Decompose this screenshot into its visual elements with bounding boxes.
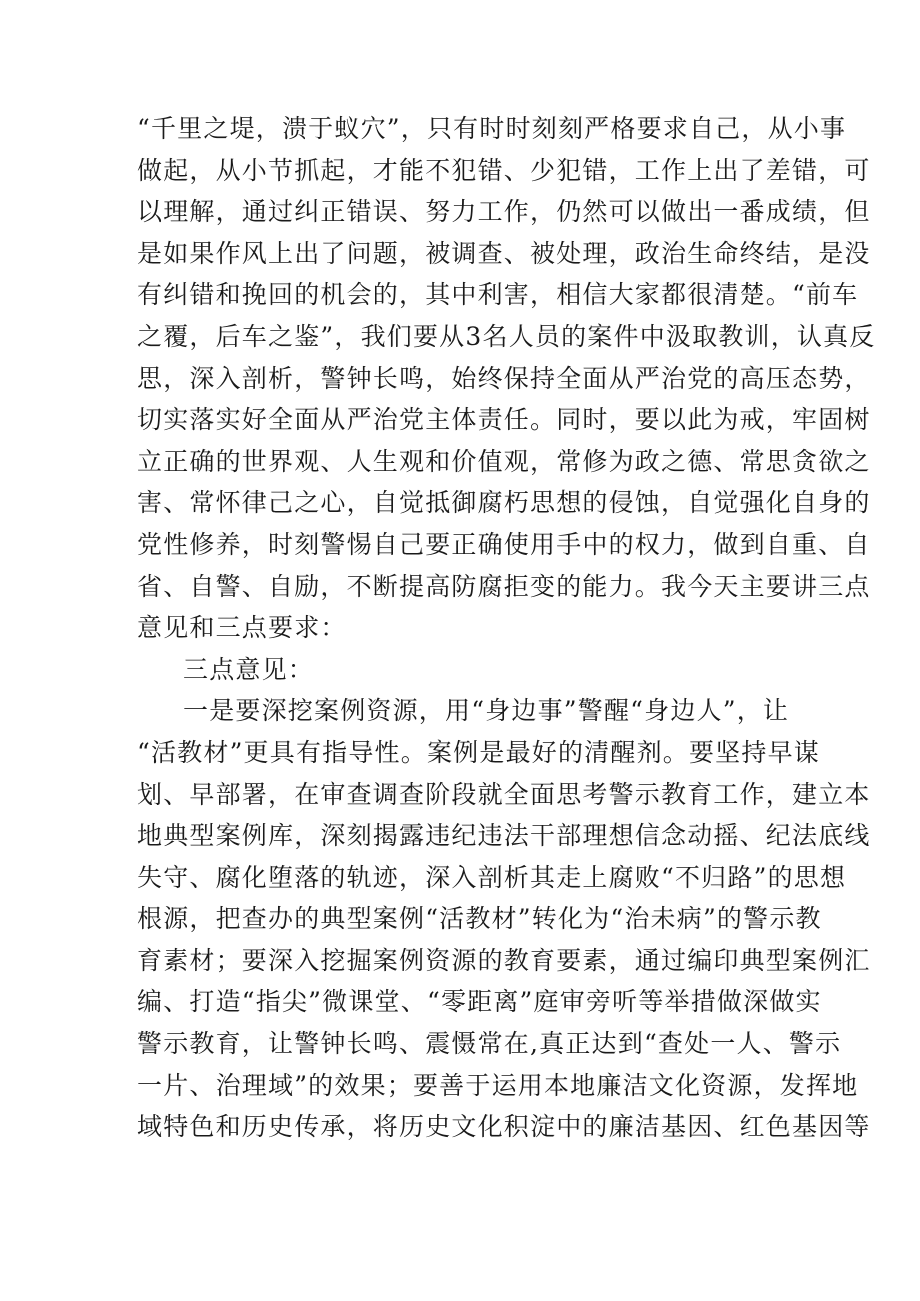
text-line: 做起，从小节抓起，才能不犯错、少犯错，工作上出了差错，可 — [137, 155, 871, 185]
body-text — [137, 108, 876, 1148]
text-line: 一片、治理域”的效果；要善于运用本地廉洁文化资源，发挥地 — [137, 1070, 859, 1100]
text-line: 害、常怀律己之心，自觉抵御腐朽思想的侵蚀，自觉强化自身的 — [137, 488, 871, 518]
section-heading: 三点意见： — [183, 654, 315, 684]
text-line: 有纠错和挽回的机会的，其中利害，相信大家都很清楚。“前车 — [137, 280, 859, 310]
text-line: 意见和三点要求： — [137, 613, 347, 643]
text-line: 是如果作风上出了问题，被调查、被处理，政治生命终结，是没 — [137, 238, 871, 268]
text-line: 根源，把查办的典型案例“活教材”转化为“治未病”的警示教 — [137, 904, 822, 934]
text-line: 党性修养，时刻警惕自己要正确使用手中的权力，做到自重、自 — [137, 529, 871, 559]
text-line: 一是要深挖案例资源，用“身边事”警醒“身边人”，让 — [183, 696, 790, 726]
text-line: 省、自警、自励，不断提高防腐拒变的能力。我今天主要讲三点 — [137, 571, 871, 601]
text-line: 之覆，后车之鉴”，我们要从3名人员的案件中汲取教训，认真反 — [137, 321, 876, 351]
text-line: 育素材；要深入挖掘案例资源的教育要素，通过编印典型案例汇 — [137, 945, 871, 975]
text-line: 思，深入剖析，警钟长鸣，始终保持全面从严治党的高压态势， — [137, 363, 871, 393]
text-line: 以理解，通过纠正错误、努力工作，仍然可以做出一番成绩，但 — [137, 197, 871, 227]
text-line: 编、打造“指尖”微课堂、“零距离”庭审旁听等举措做深做实 — [137, 987, 822, 1017]
text-line: 失守、腐化堕落的轨迹，深入剖析其走上腐败“不归路”的思想 — [137, 862, 847, 892]
text-line: 域特色和历史传承，将历史文化积淀中的廉洁基因、红色基因等 — [137, 1112, 871, 1142]
text-line: “活教材”更具有指导性。案例是最好的清醒剂。要坚持早谋 — [137, 737, 820, 767]
text-line: “千里之堤，溃于蚁穴”，只有时时刻刻严格要求自己，从小事 — [137, 114, 847, 143]
text-line: 划、早部署，在审查调查阶段就全面思考警示教育工作，建立本 — [137, 779, 871, 809]
text-line: 切实落实好全面从严治党主体责任。同时，要以此为戒，牢固树 — [137, 405, 871, 435]
text-line: 警示教育，让警钟长鸣、震慑常在,真正达到“查处一人、警示 — [137, 1029, 842, 1059]
text-line: 立正确的世界观、人生观和价值观，常修为政之德、常思贪欲之 — [137, 446, 871, 476]
text-line: 地典型案例库，深刻揭露违纪违法干部理想信念动摇、纪法底线 — [137, 821, 871, 851]
